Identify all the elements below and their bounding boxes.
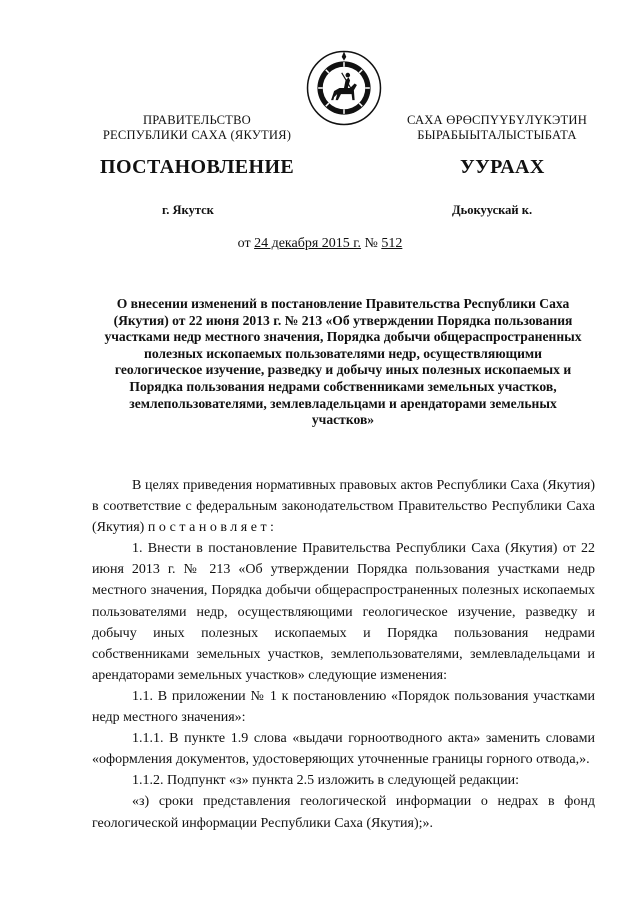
city-sakha: Дьокуускай к. xyxy=(452,203,533,217)
coat-of-arms-icon xyxy=(306,50,382,126)
number-label: № xyxy=(360,236,382,251)
paragraph: 1.1.1. В пункте 1.9 слова «выдачи горноотводного акта» заменить словами «оформления документов, удостоверяющих уточненные границы горного отвода,». xyxy=(92,731,595,768)
paragraph: 1.1.2. Подпункт «з» пункта 2.5 изложить в следующей редакции: xyxy=(132,773,519,789)
resolution-keyword: постановляет: xyxy=(147,520,278,536)
date-number-line xyxy=(0,236,640,252)
paragraph: 1.1. В приложении № 1 к постановлению «Порядок пользования участками недр местного значения»: xyxy=(92,688,595,726)
document-date: 24 декабря 2015 г. xyxy=(254,236,361,251)
paragraph xyxy=(92,475,595,538)
header-line: ПРАВИТЕЛЬСТВО xyxy=(143,113,251,127)
doc-type-ru: ПОСТАНОВЛЕНИЕ xyxy=(100,156,295,178)
paragraph-text: В целях приведения нормативных правовых актов Республики Саха (Якутия) в соответствие с федеральным законодательством Правительство Республики Саха (Якутия) xyxy=(92,478,595,536)
government-name-sakha xyxy=(382,113,612,143)
header-line: РЕСПУБЛИКИ САХА (ЯКУТИЯ) xyxy=(102,128,292,142)
document-number: 512 xyxy=(381,236,403,251)
city-ru: г. Якутск xyxy=(162,203,214,217)
paragraph: «з) сроки представления геологической информации о недрах в фонд геологической информации Республики Саха (Якутия);». xyxy=(92,794,595,831)
date-prefix: от xyxy=(237,236,255,251)
government-name-ru xyxy=(92,113,302,143)
document-title: О внесении изменений в постановление Правительства Республики Саха (Якутия) от 22 июня 2013 г. № 213 «Об утверждении Порядка пользования участками недр местного значения, Порядка добычи общераспространенных полезных ископаемых пользователями недр, осуществляющими геологическое изучение, разведку и добычу иных полезных ископаемых и Порядка пользования недрами собственниками земельных участков, землепользователями, землевладельцами и арендаторами земельных участков» xyxy=(104,296,582,428)
paragraph: 1. Внести в постановление Правительства Республики Саха (Якутия) от 22 июня 2013 г. № 213 «Об утверждении Порядка пользования участками недр местного значения, Порядка добычи общераспространенных полезных ископаемых пользователями недр, осуществляющими геологическое изучение, разведку и добычу иных полезных ископаемых и Порядка пользования недрами собственниками земельных участков, землепользователями, землевладельцами и арендаторами земельных участков» следующие изменения: xyxy=(92,541,595,683)
header-line: БЫРАБЫЫТАЛЫСТЫБАТА xyxy=(417,128,577,142)
doc-type-sakha: УУРААХ xyxy=(460,156,545,178)
document-body xyxy=(92,475,595,834)
header-line: САХА ӨРӨСПҮҮБҮЛҮКЭТИН xyxy=(407,113,587,127)
